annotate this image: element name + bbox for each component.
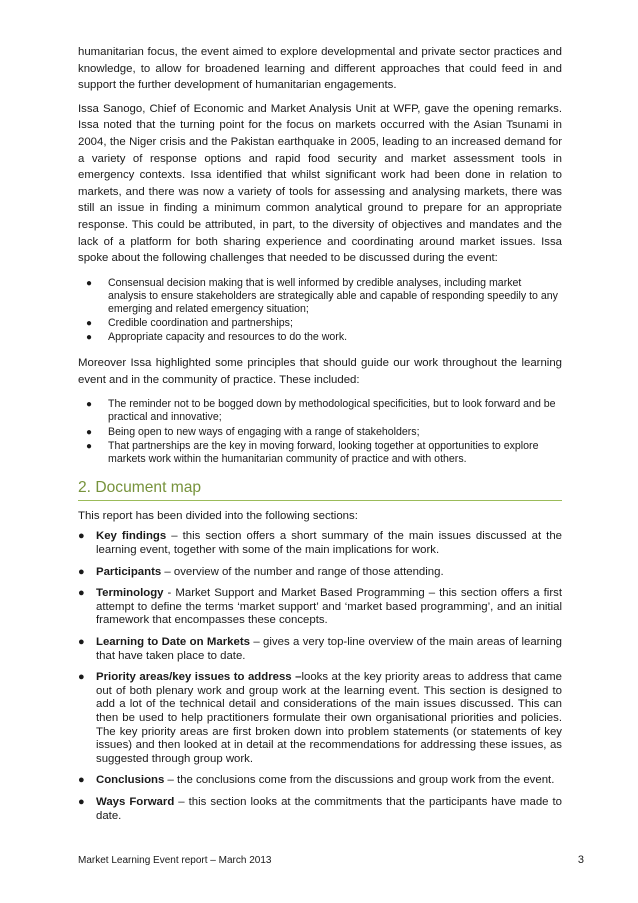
list-item: ● Being open to new ways of engaging with a range of stakeholders; xyxy=(86,425,420,438)
bullet-icon: ● xyxy=(78,795,85,808)
bullet-icon: ● xyxy=(86,440,93,452)
list-item: ● Appropriate capacity and resources to do the work. xyxy=(86,331,348,344)
intro-paragraph: humanitarian focus, the event aimed to explore developmental and private sector practices and knowledge, to allow for broadened learning and different approaches that could feed in and support the further development of humanitarian engagements. xyxy=(78,46,562,92)
page-footer xyxy=(78,855,584,867)
challenges-list xyxy=(78,277,562,344)
bullet-icon: ● xyxy=(86,332,93,344)
list-item: ● Consensual decision making that is well informed by credible analyses, including market analysis to ensure stakeholders are strategically able and capable of responding speedily to any emerging and related emergency situation; xyxy=(86,276,558,315)
bullet-icon: ● xyxy=(78,530,85,543)
document-map-list xyxy=(78,530,562,823)
bullet-icon: ● xyxy=(86,426,93,438)
bullet-icon: ● xyxy=(78,671,85,684)
principles-list xyxy=(78,398,562,465)
list-item: ● The reminder not to be bogged down by methodological specificities, but to look forward and be practical and innovative; xyxy=(86,398,556,424)
list-item: ● Conclusions – the conclusions come from the discussions and group work from the event. xyxy=(78,774,555,787)
section-title: 2. Document map xyxy=(78,478,202,496)
list-item: ● Learning to Date on Markets – gives a very top-line overview of the main areas of learning that have taken place to date. xyxy=(78,636,563,662)
bullet-icon: ● xyxy=(78,774,85,787)
bullet-icon: ● xyxy=(78,565,85,578)
opening-remarks-paragraph: Issa Sanogo, Chief of Economic and Market Analysis Unit at WFP, gave the opening remarks. Issa noted that the turning point for the focus on markets occurred with the Asian Tsunami in 2004, the Niger crisis and the Pakistan earthquake in 2005, leading to an increased demand for a variety of response options and rapid food security and market assessment tools in emergency contexts. Issa identified that whilst significant work had been done in relation to markets, and there was now a variety of tools for assessing and analysing markets, there was still an issue in finding a minimum common analytical ground to prepare for an appropriate response. This could be attributed, in part, to the diversity of objectives and mandates and the lack of a platform for both sharing experience and coordinating around market issues. Issa spoke about the following challenges that needed to be discussed during the event: xyxy=(78,102,562,265)
page-body xyxy=(78,44,562,831)
bullet-icon: ● xyxy=(78,636,85,648)
list-item: ● Credible coordination and partnerships; xyxy=(86,317,293,329)
report-sections-intro: This report has been divided into the following sections: xyxy=(78,509,358,522)
list-item: ● Terminology - Market Support and Market Based Programming – this section offers a first attempt to define the terms ‘market support’ and ‘market based programming’, and an initial framework that encompasses these concepts. xyxy=(78,587,562,627)
bullet-icon: ● xyxy=(78,587,85,600)
bullet-icon: ● xyxy=(86,399,93,411)
section-heading xyxy=(78,478,562,501)
bullet-icon: ● xyxy=(86,277,93,289)
list-item: ● That partnerships are the key in moving forward, looking together at opportunities to explore markets work within the humanitarian community of practice and with others. xyxy=(86,439,539,465)
list-item: ● Key findings – this section offers a short summary of the main issues discussed at the learning event, together with some of the main implications for work. xyxy=(78,530,562,557)
bullet-icon: ● xyxy=(86,318,93,329)
list-item: ● Ways Forward – this section looks at the commitments that the participants have made to date. xyxy=(78,795,562,822)
footer-title: Market Learning Event report – March 2013 xyxy=(78,855,272,866)
page-number: 3 xyxy=(577,854,584,866)
principles-intro-paragraph: Moreover Issa highlighted some principles that should guide our work throughout the learning event and in the community of practice. These included: xyxy=(78,357,562,386)
list-item: ● Priority areas/key issues to address –looks at the key priority areas to address that came out of both plenary work and group work at the learning event. This section is designed to add a lot of the technical detail and considerations of the main issues discussed. This can then be used to help practitioners formulate their own organisational priorities and policies. The key priority areas are first broken down into problem statements (or statements of key issues) and then looked at in detail at the recommendations for addressing these issues, as suggested through group work. xyxy=(78,671,562,765)
list-item: ● Participants – overview of the number and range of those attending. xyxy=(78,565,444,578)
